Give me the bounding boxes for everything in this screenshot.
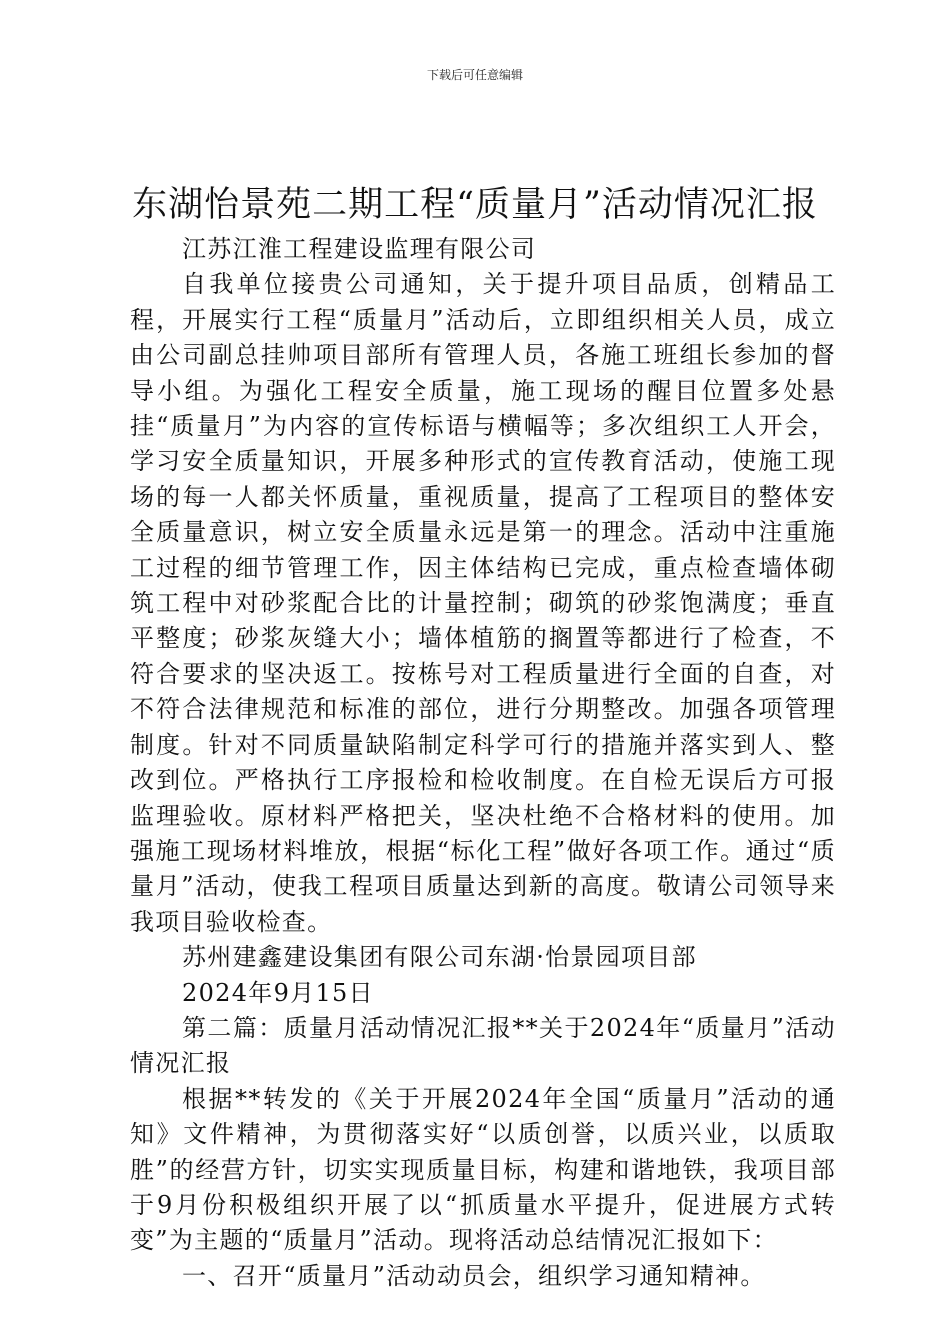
document-body [130, 232, 836, 1294]
page-title: 东湖怡景苑二期工程“质量月”活动情况汇报 [132, 185, 818, 225]
section-heading-1: 一、召开“质量月”活动动员会，组织学习通知精神。 [182, 1261, 766, 1290]
paragraph-2: 根据**转发的《关于开展2024年全国“质量月”活动的通知》文件精神，为贯彻落实好“以质创誉，以质兴业，以质取胜”的经营方针，切实实现质量目标，构建和谐地铁，我项目部于9月份积极组织开展了以“抓质量水平提升，促进展方式转变”为主题的“质量月”活动。现将活动总结情况汇报如下： [130, 1084, 836, 1255]
second-article-title: 第二篇：质量月活动情况汇报**关于2024年“质量月”活动情况汇报 [130, 1013, 836, 1078]
company-name: 江苏江淮工程建设监理有限公司 [182, 235, 537, 263]
signature: 苏州建鑫建设集团有限公司东湖·怡景园项目部 [182, 943, 697, 972]
date: 2024年9月15日 [182, 978, 374, 1007]
paragraph-1: 自我单位接贵公司通知，关于提升项目品质，创精品工程，开展实行工程“质量月”活动后，立即组织相关人员，成立由公司副总挂帅项目部所有管理人员，各施工班组长参加的督导小组。为强化工程安全质量，施工现场的醒目位置多处悬挂“质量月”为内容的宣传标语与横幅等；多次组织工人开会，学习安全质量知识，开展多种形式的宣传教育活动，使施工现场的每一人都关怀质量，重视质量，提高了工程项目的整体安全质量意识，树立安全质量永远是第一的理念。活动中注重施工过程的细节管理工作，因主体结构已完成，重点检查墙体砌筑工程中对砂浆配合比的计量控制；砌筑的砂浆饱满度；垂直平整度；砂浆灰缝大小；墙体植筋的搁置等都进行了检查，不符合要求的坚决返工。按栋号对工程质量进行全面的自查，对不符合法律规范和标准的部位，进行分期整改。加强各项管理制度。针对不同质量缺陷制定科学可行的措施并落实到人、整改到位。严格执行工序报检和检收制度。在自检无误后方可报监理验收。原材料严格把关，坚决杜绝不合格材料的使用。加强施工现场材料堆放，根据“标化工程”做好各项工作。通过“质量月”活动，使我工程项目质量达到新的高度。敬请公司领导来我项目验收检查。 [130, 270, 836, 936]
header-note: 下载后可任意编辑 [426, 68, 523, 82]
